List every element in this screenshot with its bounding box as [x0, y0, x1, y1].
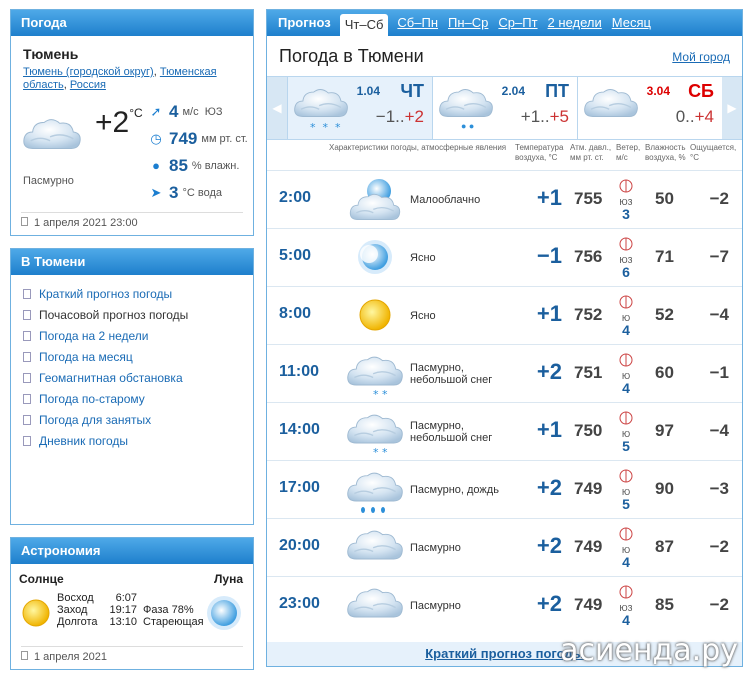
table-row	[267, 228, 742, 286]
moon-icon	[343, 233, 407, 283]
table-row	[267, 460, 742, 518]
row-wind: Ю 4	[617, 527, 635, 569]
row-pressure: 749	[574, 479, 603, 498]
next-day-arrow[interactable]: ▶	[722, 77, 742, 139]
sunrise-row: Восход 6:07	[57, 592, 137, 604]
row-wind: Ю 4	[617, 295, 635, 337]
row-temp: +2	[536, 533, 562, 558]
region-link-country[interactable]: Россия	[69, 79, 106, 91]
moon-state: Стареющая	[143, 616, 204, 628]
wind-direction-icon	[619, 237, 633, 251]
snow-icon: * * *	[310, 121, 341, 134]
city-menu-item[interactable]: Погода на 2 недели	[23, 325, 253, 346]
update-time: 1 апреля 2021 23:00	[21, 212, 243, 229]
cloud-icon	[21, 106, 83, 158]
city-menu-item[interactable]: Краткий прогноз погоды	[23, 283, 253, 304]
row-time: 2:00	[279, 189, 312, 206]
moon-label: Луна	[213, 572, 243, 586]
sun-label: Солнце	[19, 572, 64, 586]
day-temp-range: 0..+4	[675, 107, 714, 126]
doc-icon	[21, 217, 28, 226]
row-feels-like: −7	[709, 247, 729, 266]
tab-0[interactable]: Прогноз	[278, 15, 331, 30]
cloud-icon	[343, 523, 407, 573]
wind-arrow-icon: ➚	[150, 103, 162, 119]
row-temp: +2	[536, 359, 562, 384]
region-link-oblast[interactable]: Тюменская область	[23, 66, 217, 91]
daylength-row: Долгота 13:10	[57, 616, 137, 628]
wind-direction-icon	[619, 353, 633, 367]
row-pressure: 756	[574, 247, 603, 266]
row-feels-like: −3	[709, 479, 729, 498]
cloud-snow-icon	[343, 349, 407, 399]
row-humidity: 60	[655, 363, 674, 382]
city-menu	[23, 283, 253, 451]
row-description: Малооблачно	[410, 194, 481, 206]
row-humidity: 71	[655, 247, 674, 266]
city-menu-item[interactable]: Погода для занятых	[23, 409, 253, 430]
city-menu-panel	[10, 248, 254, 525]
fish-icon: ➤	[150, 184, 162, 200]
col-temp: Температура воздуха, °С	[515, 143, 564, 162]
region-links: Тюмень (городской округ), Тюменская область, Россия	[23, 66, 217, 91]
row-time: 20:00	[279, 537, 320, 554]
row-humidity: 50	[655, 189, 674, 208]
day-date: 1.04	[356, 84, 380, 98]
astro-date: 1 апреля 2021	[21, 646, 243, 663]
water-stat: ➤ 3 °C вода	[150, 182, 222, 202]
astronomy-panel	[10, 537, 254, 670]
row-description: Ясно	[410, 252, 436, 264]
gauge-icon: ◷	[150, 130, 162, 146]
cloud-icon	[582, 81, 642, 123]
row-temp: +1	[536, 417, 562, 442]
wind-direction-icon	[619, 179, 633, 193]
row-temp: +1	[536, 301, 562, 326]
my-city-link[interactable]: Мой город	[672, 50, 730, 64]
table-row	[267, 170, 742, 228]
row-time: 8:00	[279, 305, 312, 322]
panel-title: Погода	[11, 10, 253, 36]
doc-icon	[23, 352, 31, 362]
sun-icon	[343, 291, 407, 341]
row-feels-like: −4	[709, 305, 729, 324]
wind-direction-icon	[619, 411, 633, 425]
table-row	[267, 402, 742, 460]
wind-direction-icon	[619, 527, 633, 541]
tab-3[interactable]: Пн–Ср	[448, 15, 489, 30]
doc-icon	[23, 373, 31, 383]
day-name: ЧТ	[400, 81, 424, 101]
city-menu-item[interactable]: Почасовой прогноз погоды	[23, 304, 253, 325]
tab-1[interactable]: Чт–Сб	[340, 14, 389, 36]
day-card[interactable]	[432, 77, 577, 139]
doc-icon	[23, 331, 31, 341]
row-description: Пасмурно, небольшой снег	[410, 420, 493, 444]
row-pressure: 749	[574, 537, 603, 556]
col-feels: Ощущается, °С	[690, 143, 737, 162]
row-description: Пасмурно, небольшой снег	[410, 362, 493, 386]
svg-text:* *: * *	[373, 388, 388, 399]
wind-direction-icon	[619, 585, 633, 599]
current-condition: Пасмурно	[23, 175, 74, 187]
city-menu-item[interactable]: Дневник погоды	[23, 430, 253, 451]
current-weather-panel	[10, 9, 254, 236]
table-row	[267, 576, 742, 634]
doc-icon	[23, 415, 31, 425]
short-forecast-link[interactable]: Краткий прогноз погоды	[267, 642, 742, 666]
row-temp: −1	[536, 243, 562, 268]
day-selector	[267, 76, 742, 140]
row-description: Ясно	[410, 310, 436, 322]
day-name: ПТ	[545, 81, 569, 101]
row-wind: ЮЗ 4	[617, 585, 635, 627]
wind-direction-icon	[619, 469, 633, 483]
moon-phase: Фаза 78%	[143, 604, 194, 616]
city-menu-item[interactable]: Погода по-старому	[23, 388, 253, 409]
day-temp-range: +1..+5	[520, 107, 569, 126]
row-wind: Ю 5	[617, 469, 635, 511]
day-date: 3.04	[646, 84, 670, 98]
hourly-table	[267, 170, 742, 634]
doc-icon	[23, 289, 31, 299]
row-wind: ЮЗ 6	[617, 237, 635, 279]
col-conditions: Характеристики погоды, атмосферные явления	[329, 143, 507, 152]
cloud-snow-icon	[343, 407, 407, 457]
row-feels-like: −1	[709, 363, 729, 382]
cloud-icon	[437, 81, 497, 123]
city-name: Тюмень	[23, 46, 79, 62]
sun-icon	[21, 598, 51, 628]
humidity-stat: ● 85 % влажн.	[149, 152, 248, 179]
region-link-district[interactable]: Тюмень (городской округ)	[23, 66, 154, 78]
city-menu-item[interactable]: Погода на месяц	[23, 346, 253, 367]
row-humidity: 87	[655, 537, 674, 556]
moon-icon	[205, 594, 243, 632]
doc-icon	[23, 394, 31, 404]
row-pressure: 750	[574, 421, 603, 440]
svg-text:* *: * *	[373, 446, 388, 457]
tab-2[interactable]: Сб–Пн	[397, 15, 439, 30]
table-row	[267, 518, 742, 576]
row-description: Пасмурно	[410, 542, 461, 554]
cloud-icon	[343, 581, 407, 631]
row-pressure: 749	[574, 595, 603, 614]
doc-icon	[23, 310, 31, 320]
row-pressure: 751	[574, 363, 603, 382]
col-wind: Ветер, м/с	[616, 143, 641, 162]
sunset-row: Заход 19:17	[57, 604, 137, 616]
panel-title: В Тюмени	[11, 249, 253, 275]
day-date: 2.04	[501, 84, 525, 98]
row-feels-like: −2	[709, 595, 729, 614]
day-temp-range: −1..+2	[375, 107, 424, 126]
forecast-tabs	[267, 10, 742, 36]
row-temp: +2	[536, 475, 562, 500]
page-title: Погода в Тюмени	[279, 46, 424, 66]
tab-6[interactable]: Месяц	[611, 15, 651, 30]
row-time: 14:00	[279, 421, 320, 438]
pressure-stat: ◷ 749 мм рт. ст.	[150, 128, 248, 148]
row-description: Пасмурно, дождь	[410, 484, 499, 496]
row-feels-like: −2	[709, 537, 729, 556]
row-humidity: 85	[655, 595, 674, 614]
prev-day-arrow[interactable]: ◀	[267, 77, 287, 139]
current-temp: $+2^{^\circ C}$	[95, 106, 143, 139]
row-pressure: 752	[574, 305, 603, 324]
watermark: асиенда.ру	[560, 633, 738, 668]
cloud-icon	[292, 81, 352, 123]
row-pressure: 755	[574, 189, 603, 208]
row-time: 17:00	[279, 479, 320, 496]
day-name: СБ	[688, 81, 714, 101]
wind-direction-icon	[619, 295, 633, 309]
doc-icon	[21, 651, 28, 660]
day-card[interactable]	[577, 77, 722, 139]
col-humidity: Влажность воздуха, %	[645, 143, 686, 162]
forecast-panel	[266, 9, 743, 667]
wind-stat: ➚ 4 м/с ЮЗ	[150, 101, 223, 121]
row-wind: Ю 4	[617, 353, 635, 395]
tab-4[interactable]: Ср–Пт	[498, 15, 538, 30]
row-description: Пасмурно	[410, 600, 461, 612]
row-humidity: 90	[655, 479, 674, 498]
row-wind: Ю 5	[617, 411, 635, 453]
table-row	[267, 344, 742, 402]
row-time: 5:00	[279, 247, 312, 264]
row-humidity: 52	[655, 305, 674, 324]
panel-title: Астрономия	[11, 538, 253, 564]
drop-icon: ●	[152, 158, 160, 173]
row-temp: +2	[536, 591, 562, 616]
row-time: 11:00	[279, 363, 320, 380]
tab-5[interactable]: 2 недели	[547, 15, 602, 30]
row-temp: +1	[536, 185, 562, 210]
doc-icon	[23, 436, 31, 446]
rain-icon: ● ●	[461, 121, 475, 131]
row-feels-like: −2	[709, 189, 729, 208]
cloudy-moon-icon	[343, 175, 407, 225]
cloud-rain-icon	[343, 465, 407, 515]
row-humidity: 97	[655, 421, 674, 440]
row-time: 23:00	[279, 595, 320, 612]
city-menu-item[interactable]: Геомагнитная обстановка	[23, 367, 253, 388]
row-feels-like: −4	[709, 421, 729, 440]
table-row	[267, 286, 742, 344]
col-pressure: Атм. давл., мм рт. ст.	[570, 143, 612, 162]
row-wind: ЮЗ 3	[617, 179, 635, 221]
day-card[interactable]	[287, 77, 432, 139]
